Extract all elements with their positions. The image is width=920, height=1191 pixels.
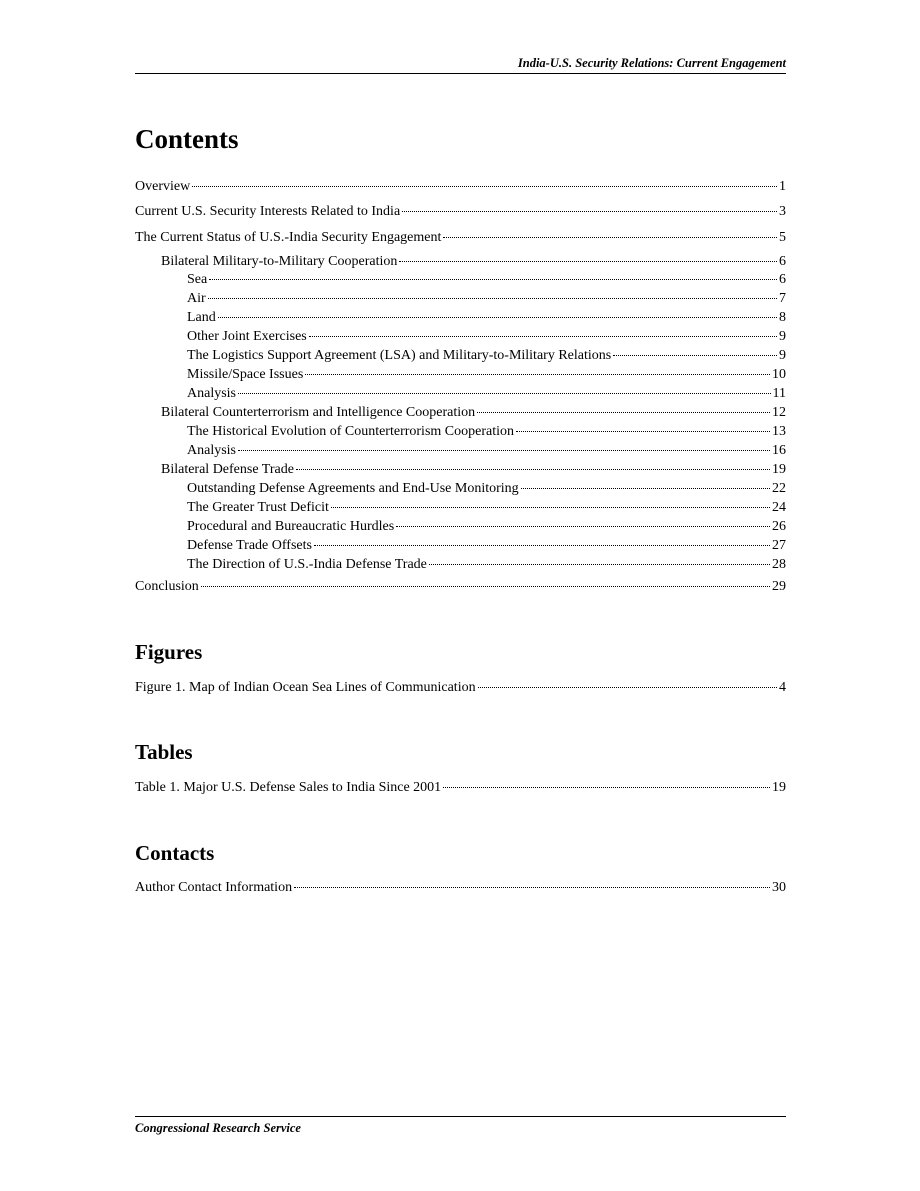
toc-entry-page: 26 [772,519,786,534]
toc-entry-title: Table 1. Major U.S. Defense Sales to India Since 2001 [135,780,442,795]
page-footer: Congressional Research Service [135,1116,786,1136]
leader-dots [192,185,777,187]
toc-entry-analysis-1[interactable] [187,385,786,402]
toc-entry-page: 9 [779,348,786,363]
contact-entry-author[interactable] [135,879,786,896]
leader-dots [516,430,770,432]
toc-entry-trust-deficit[interactable] [187,499,786,516]
toc-entry-page: 4 [779,680,786,695]
leader-dots [238,449,770,451]
toc-entry-page: 10 [772,367,786,382]
toc-entry-missile-space[interactable] [187,366,786,383]
toc-entry-sea[interactable] [187,271,786,288]
toc-entry-page: 27 [772,538,786,553]
toc-entry-title: The Greater Trust Deficit [187,500,329,515]
running-header: India-U.S. Security Relations: Current Engagement [135,56,786,74]
leader-dots [309,335,777,337]
toc-entry-lsa[interactable] [187,347,786,364]
leader-dots [209,278,777,280]
toc-entry-conclusion[interactable] [135,578,786,595]
contacts-heading: Contacts [135,841,215,865]
toc-entry-direction[interactable] [187,556,786,573]
toc-entry-page: 8 [779,310,786,325]
leader-dots [613,354,777,356]
toc-entry-page: 1 [779,179,786,194]
toc-entry-title: Sea [187,272,208,287]
toc-entry-page: 13 [772,424,786,439]
toc-entry-page: 30 [772,880,786,895]
toc-entry-page: 5 [779,230,786,245]
toc-entry-title: Bilateral Military-to-Military Cooperation [161,254,398,269]
toc-entry-title: Air [187,291,206,306]
toc-entry-counterterrorism[interactable] [161,404,786,421]
toc-entry-title: Outstanding Defense Agreements and End-Use Monitoring [187,481,519,496]
toc-entry-page: 9 [779,329,786,344]
toc-entry-title: Conclusion [135,579,199,594]
toc-entry-title: The Current Status of U.S.-India Security Engagement [135,230,442,245]
toc-entry-page: 29 [772,579,786,594]
toc-entry-title: Analysis [187,443,236,458]
tables-heading: Tables [135,740,193,764]
toc-entry-title: Missile/Space Issues [187,367,304,382]
toc-entry-title: Bilateral Counterterrorism and Intelligence Cooperation [161,405,476,420]
leader-dots [331,506,770,508]
leader-dots [478,686,777,688]
table-entry-1[interactable] [135,779,786,796]
toc-entry-defense-trade[interactable] [161,461,786,478]
toc-entry-historical-evolution[interactable] [187,423,786,440]
toc-entry-title: Current U.S. Security Interests Related to India [135,204,401,219]
toc-entry-security-interests[interactable] [135,203,786,220]
leader-dots [521,487,770,489]
leader-dots [429,563,770,565]
toc-entry-procedural-hurdles[interactable] [187,518,786,535]
toc-entry-page: 19 [772,780,786,795]
toc-entry-title: Author Contact Information [135,880,293,895]
leader-dots [443,236,777,238]
toc-entry-page: 24 [772,500,786,515]
leader-dots [294,886,770,888]
toc-entry-analysis-2[interactable] [187,442,786,459]
toc-entry-page: 12 [772,405,786,420]
toc-entry-page: 28 [772,557,786,572]
leader-dots [402,210,777,212]
toc-entry-title: Figure 1. Map of Indian Ocean Sea Lines of Communication [135,680,476,695]
toc-entry-mil-to-mil[interactable] [161,253,786,270]
toc-entry-title: The Logistics Support Agreement (LSA) and Military-to-Military Relations [187,348,612,363]
leader-dots [201,585,770,587]
toc-entry-title: Other Joint Exercises [187,329,307,344]
toc-entry-title: The Direction of U.S.-India Defense Trade [187,557,427,572]
toc-entry-title: Analysis [187,386,236,401]
leader-dots [305,373,770,375]
leader-dots [396,525,770,527]
toc-entry-title: Bilateral Defense Trade [161,462,294,477]
leader-dots [443,786,770,788]
figures-heading: Figures [135,640,203,664]
toc-entry-overview[interactable] [135,178,786,195]
toc-entry-offsets[interactable] [187,537,786,554]
toc-entry-air[interactable] [187,290,786,307]
leader-dots [208,297,777,299]
leader-dots [314,544,770,546]
toc-entry-page: 11 [772,386,786,401]
leader-dots [296,468,770,470]
leader-dots [238,392,771,394]
toc-entry-page: 6 [779,272,786,287]
leader-dots [399,260,777,262]
leader-dots [218,316,777,318]
leader-dots [477,411,770,413]
toc-entry-title: Overview [135,179,191,194]
figure-entry-1[interactable] [135,679,786,696]
toc-entry-page: 22 [772,481,786,496]
toc-entry-page: 6 [779,254,786,269]
toc-entry-page: 19 [772,462,786,477]
toc-entry-title: The Historical Evolution of Counterterrorism Cooperation [187,424,514,439]
toc-entry-page: 7 [779,291,786,306]
toc-entry-title: Defense Trade Offsets [187,538,312,553]
toc-entry-other-joint-exercises[interactable] [187,328,786,345]
toc-entry-land[interactable] [187,309,786,326]
toc-entry-current-status[interactable] [135,229,786,246]
toc-entry-title: Procedural and Bureaucratic Hurdles [187,519,395,534]
toc-entry-page: 16 [772,443,786,458]
toc-entry-outstanding-agreements[interactable] [187,480,786,497]
contents-heading: Contents [135,124,239,154]
toc-entry-page: 3 [779,204,786,219]
toc-entry-title: Land [187,310,216,325]
